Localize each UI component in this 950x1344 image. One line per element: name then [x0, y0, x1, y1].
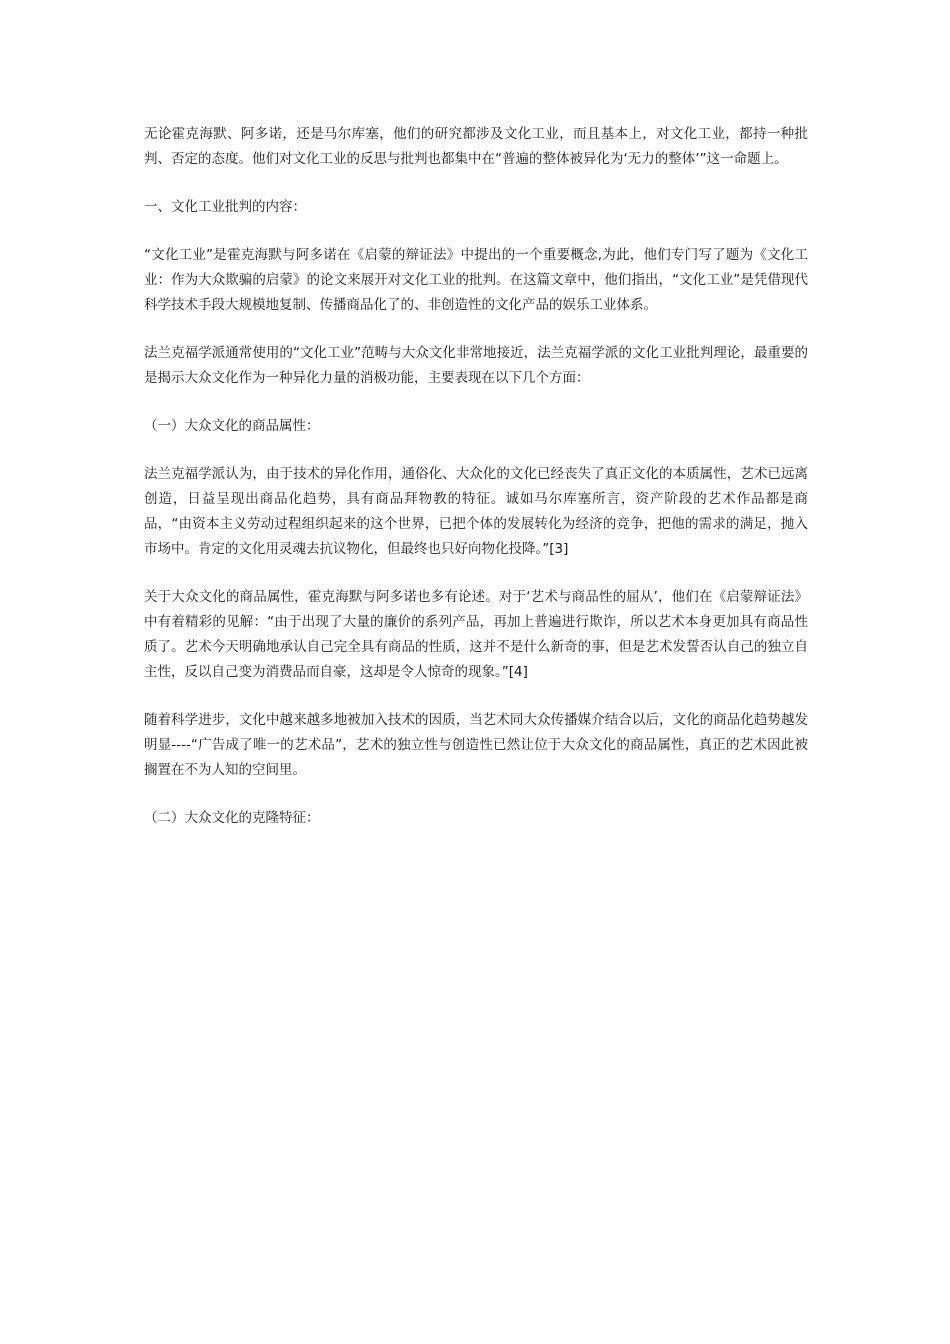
- paragraph-culture-industry-definition: “文化工业”是霍克海默与阿多诺在《启蒙的辩证法》中提出的一个重要概念,为此，他们专门写了题为《文化工业：作为大众欺骗的启蒙》的论文来展开对文化工业的批判。在这篇文章中，他们指出，“文化工业”是凭借现代科学技术手段大规模地复制、传播商品化了的、非创造性的文化产品的娱乐工业体系。: [144, 247, 808, 313]
- paragraph-commodity-adorno: 关于大众文化的商品属性，霍克海默与阿多诺也多有论述。对于‘艺术与商品性的屈从’，他们在《启蒙辩证法》中有着精彩的见解：“由于出现了大量的廉价的系列产品，再加上普遍进行欺诈，所以艺术本身更加具有商品性质了。艺术今天明确地承认自己完全具有商品的性质，这并不是什么新奇的事，但是艺术发誓否认自己的独立自主性，反以自己变为消费品而自豪，这却是令人惊奇的现象。”[4]: [144, 589, 808, 680]
- section-heading-critique-content: 一、文化工业批判的内容：: [144, 199, 306, 215]
- paragraph-intro: 无论霍克海默、阿多诺，还是马尔库塞，他们的研究都涉及文化工业，而且基本上，对文化工业，都持一种批判、否定的态度。他们对文化工业的反思与批判也都集中在“普遍的整体被异化为‘无力的整体’”这一命题上。: [144, 126, 808, 167]
- subsection-heading-commodity: （一）大众文化的商品属性：: [144, 418, 320, 434]
- paragraph-commodity-marcuse: 法兰克福学派认为，由于技术的异化作用，通俗化、大众化的文化已经丧失了真正文化的本质属性，艺术已远离创造，日益呈现出商品化趋势，具有商品拜物教的特征。诚如马尔库塞所言，资产阶段的艺术作品都是商品，“由资本主义劳动过程组织起来的这个世界，已把个体的发展转化为经济的竞争，把他的需求的满足，抛入市场中。肯定的文化用灵魂去抗议物化，但最终也只好向物化投降。”[3]: [144, 466, 808, 557]
- paragraph-frankfurt-school: 法兰克福学派通常使用的“文化工业”范畴与大众文化非常地接近，法兰克福学派的文化工业批判理论，最重要的是揭示大众文化作为一种异化力量的消极功能，主要表现在以下几个方面：: [144, 345, 808, 386]
- paragraph-commodity-technology: 随着科学进步，文化中越来越多地被加入技术的因质，当艺术同大众传播媒介结合以后，文化的商品化趋势越发明显----“广告成了唯一的艺术品”，艺术的独立性与创造性已然让位于大众文化的商品属性，真正的艺术因此被搁置在不为人知的空间里。: [144, 712, 808, 778]
- subsection-heading-clone: （二）大众文化的克隆特征：: [144, 810, 320, 826]
- document-body: [144, 122, 808, 854]
